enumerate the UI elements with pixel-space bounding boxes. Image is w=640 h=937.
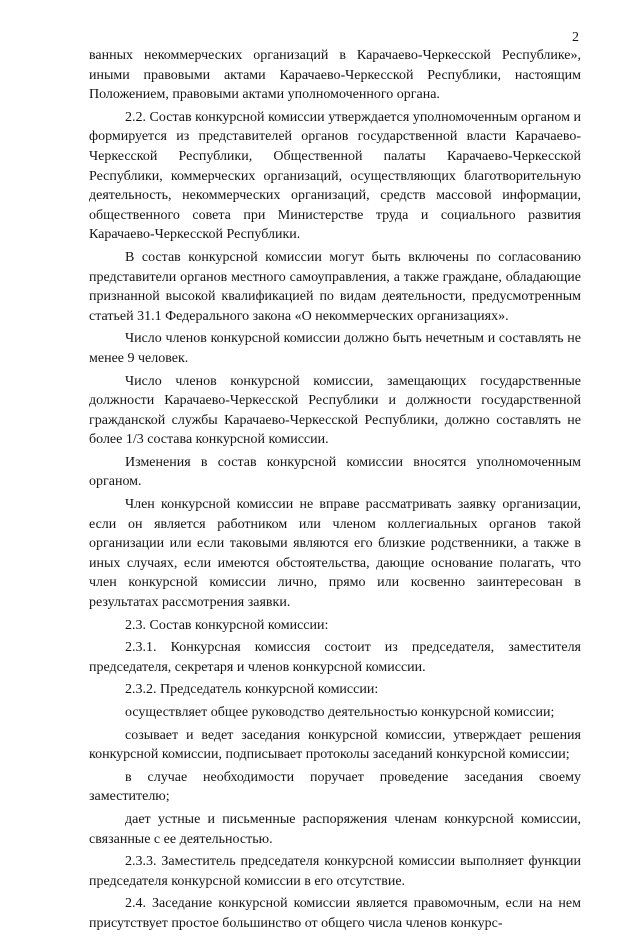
list-item-convenes-meetings: созывает и ведет заседания конкурсной комиссии, утверждает решения конкурсной комиссии, подписывает протоколы заседаний конкурсной комиссии; [89, 727, 581, 763]
paragraph-2-3-3: 2.3.3. Заместитель председателя конкурсной комиссии выполняет функции председателя конкурсной комиссии в его отсутствие. [89, 854, 581, 889]
page-number: 2 [572, 30, 579, 45]
paragraph-2-3-2: 2.3.2. Председатель конкурсной комиссии: [125, 682, 379, 698]
paragraph-continuation: ванных некоммерческих организаций в Карачаево-Черкесской Республике», иными правовыми актами Карачаево-Черкесской Республики, настоящим Положением, правовыми актами уполномоченного органа. [89, 48, 581, 103]
paragraph-composition-inclusion: В состав конкурсной комиссии могут быть включены по согласованию представители органов местного самоуправления, а также граждане, обладающие признанной высокой квалификацией по видам деятельности, предусмотренным статьей 31.1 Федерального закона «О некоммерческих организациях». [89, 249, 581, 324]
list-item-delegates: в случае необходимости поручает проведение заседания своему заместителю; [89, 769, 581, 805]
document-body [89, 46, 581, 937]
paragraph-2-4: 2.4. Заседание конкурсной комиссии является правомочным, если на нем присутствует простое большинство от общего числа членов конкурс- [89, 896, 581, 931]
paragraph-state-officials: Число членов конкурсной комиссии, замещающих государственные должности Карачаево-Черкесской Республики и должности государственной гражданской службы Карачаево-Черкесской Республики, должно составлять не более 1/3 состава конкурсной комиссии. [89, 373, 581, 448]
paragraph-member-count: Число членов конкурсной комиссии должно быть нечетным и составлять не менее 9 человек. [89, 331, 581, 366]
paragraph-2-2: 2.2. Состав конкурсной комиссии утверждается уполномоченным органом и формируется из представителей органов государственной власти Карачаево-Черкесской Республики, Общественной палаты Карачаево-Черкесской Республики, коммерческих организаций, осуществляющих благотворительную деятельность, некоммерческих организаций, средств массовой информации, общественного совета при Министерстве труда и социального развития Карачаево-Черкесской Республики. [89, 109, 581, 243]
paragraph-2-3-1: 2.3.1. Конкурсная комиссия состоит из председателя, заместителя председателя, секретаря и членов конкурсной комиссии. [89, 640, 581, 675]
list-item-orders: дает устные и письменные распоряжения членам конкурсной комиссии, связанные с ее деятельностью. [89, 811, 581, 847]
list-item-general-management: осуществляет общее руководство деятельностью конкурсной комиссии; [125, 705, 555, 720]
paragraph-conflict-of-interest: Член конкурсной комиссии не вправе рассматривать заявку организации, если он является работником или членом коллегиальных органов такой организации или если таковыми являются его близкие родственники, а также в иных случаях, если имеются обстоятельства, дающие основание полагать, что член конкурсной комиссии лично, прямо или косвенно заинтересован в результатах рассмотрения заявки. [89, 497, 581, 611]
paragraph-2-3: 2.3. Состав конкурсной комиссии: [125, 617, 329, 633]
paragraph-changes: Изменения в состав конкурсной комиссии вносятся уполномоченным органом. [89, 454, 581, 490]
